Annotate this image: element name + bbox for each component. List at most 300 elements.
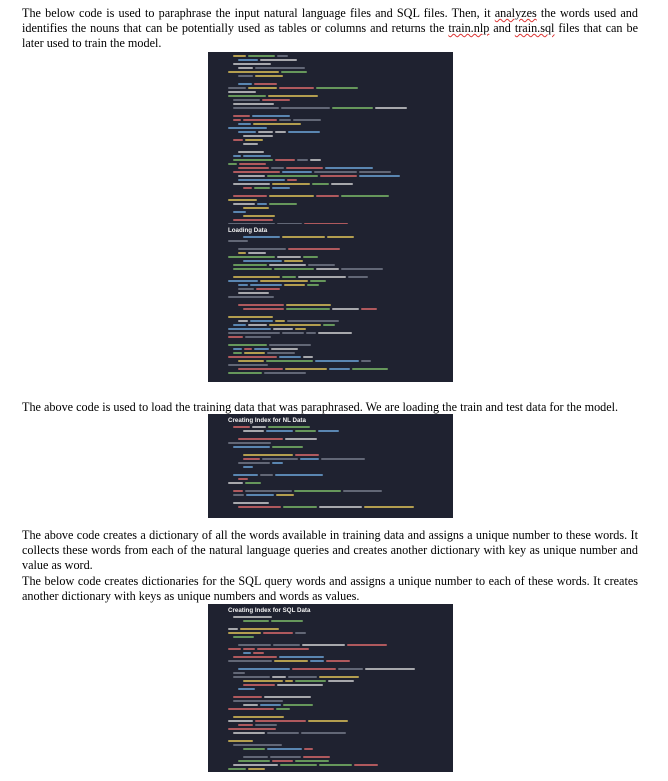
code-line [228, 320, 445, 322]
code-line [228, 716, 445, 718]
code-line [228, 458, 445, 460]
code-token [327, 236, 354, 238]
code-token [308, 720, 348, 722]
code-line [228, 155, 445, 157]
code-token [228, 356, 277, 358]
code-token [228, 280, 258, 282]
code-line [228, 288, 445, 290]
code-screenshot-sql-index [208, 604, 453, 772]
code-line [228, 83, 445, 85]
code-token [315, 360, 359, 362]
code-token [260, 59, 297, 61]
code-token [310, 280, 326, 282]
code-token [269, 203, 297, 205]
code-token [233, 139, 243, 141]
code-token [319, 676, 359, 678]
code-token [282, 276, 296, 278]
code-token [272, 760, 293, 762]
code-token [257, 648, 309, 650]
code-token [228, 768, 246, 770]
code-line [228, 280, 445, 282]
code-line [228, 99, 445, 101]
code-line [228, 215, 445, 217]
code-token [238, 248, 286, 250]
code-line [228, 276, 445, 278]
code-token [233, 446, 270, 448]
code-token [238, 151, 264, 153]
code-token [238, 506, 281, 508]
code-line [228, 696, 445, 698]
code-token [254, 187, 270, 189]
code-line [228, 175, 445, 177]
code-token [264, 696, 311, 698]
code-token [306, 332, 316, 334]
code-token [316, 268, 339, 270]
code-token [281, 71, 307, 73]
p1-train-nlp: train.nlp [448, 21, 490, 36]
code-line [228, 248, 445, 250]
code-token [310, 660, 324, 662]
code-token [272, 187, 290, 189]
code-token [246, 494, 274, 496]
code-token [320, 175, 357, 177]
code-token [297, 159, 308, 161]
code-token [238, 83, 252, 85]
code-line [228, 684, 445, 686]
code-token [282, 171, 312, 173]
code-token [302, 644, 345, 646]
code-token [228, 71, 279, 73]
code-token [233, 276, 280, 278]
code-token [267, 352, 295, 354]
code-token [228, 87, 246, 89]
code-token [233, 348, 242, 350]
code-line [228, 336, 445, 338]
code-token [310, 159, 321, 161]
code-token [300, 458, 319, 460]
code-token [280, 764, 317, 766]
code-token [233, 55, 246, 57]
code-line [228, 207, 445, 209]
code-line [228, 71, 445, 73]
code-token [238, 175, 265, 177]
code-line [228, 95, 445, 97]
code-line [228, 195, 445, 197]
code-token [301, 732, 346, 734]
code-line [228, 506, 445, 508]
code-token [275, 474, 323, 476]
code-token [233, 171, 280, 173]
code-token [275, 320, 285, 322]
code-line [228, 676, 445, 678]
code-token [326, 660, 350, 662]
code-token [295, 760, 329, 762]
code-token [243, 458, 260, 460]
code-token [285, 438, 317, 440]
code-line [228, 344, 445, 346]
code-token [228, 372, 262, 374]
p1-analyzes: analyzes [494, 6, 537, 20]
code-line [228, 127, 445, 129]
code-line [228, 139, 445, 141]
code-token [238, 292, 269, 294]
code-token [233, 155, 241, 157]
p1-and: and [489, 21, 515, 36]
code-token [233, 494, 244, 496]
code-token [262, 458, 298, 460]
code-token [228, 296, 274, 298]
code-token [238, 724, 253, 726]
code-token [233, 219, 273, 221]
code-token [228, 632, 261, 634]
code-token [348, 276, 368, 278]
code-line [228, 700, 445, 702]
code-line [228, 426, 445, 428]
p3-text: The above code creates a dictionary of all the words available in training data and assigns a unique number to these words. It collects these words from each of the natural language queries and creates another dictionary with key as unique number and value as word. [22, 528, 638, 573]
code-token [354, 764, 378, 766]
code-line [228, 183, 445, 185]
code-token [233, 99, 260, 101]
code-line [228, 260, 445, 262]
code-lines [208, 236, 453, 374]
code-line [228, 115, 445, 117]
code-token [243, 652, 251, 654]
code-token [269, 324, 321, 326]
code-token [228, 91, 256, 93]
code-token [248, 768, 265, 770]
code-token [292, 668, 336, 670]
code-token [245, 482, 261, 484]
code-token [260, 474, 273, 476]
code-token [243, 454, 293, 456]
code-token [307, 284, 319, 286]
code-line [228, 203, 445, 205]
code-token [341, 195, 389, 197]
code-line [228, 652, 445, 654]
code-token [243, 119, 277, 121]
code-token [269, 195, 314, 197]
paragraph-nl-dictionary [22, 528, 638, 574]
code-token [276, 494, 294, 496]
code-line [228, 748, 445, 750]
code-token [285, 680, 293, 682]
code-token [282, 236, 325, 238]
code-line [228, 240, 445, 242]
code-token [256, 288, 280, 290]
code-token [233, 264, 267, 266]
code-token [238, 59, 258, 61]
code-token [303, 356, 313, 358]
code-token [284, 284, 305, 286]
code-token [287, 179, 297, 181]
code-token [228, 328, 271, 330]
code-token [332, 308, 359, 310]
code-token [266, 430, 293, 432]
code-token [295, 430, 316, 432]
code-token [228, 628, 238, 630]
p1-middle: the words used and identifies the nouns that can be potentially used as tables or columns and returns the [22, 6, 638, 36]
code-token [272, 676, 286, 678]
code-token [233, 672, 245, 674]
code-token [243, 704, 258, 706]
code-token [252, 115, 290, 117]
code-token [243, 680, 283, 682]
code-token [233, 656, 277, 658]
code-screenshot-loading-data [208, 224, 453, 382]
code-token [240, 628, 279, 630]
code-token [352, 368, 388, 370]
code-token [233, 183, 270, 185]
code-token [228, 336, 243, 338]
code-token [239, 163, 266, 165]
code-token [338, 668, 363, 670]
code-token [238, 167, 269, 169]
code-token [245, 490, 292, 492]
code-token [228, 332, 280, 334]
code-line [228, 103, 445, 105]
code-token [273, 328, 293, 330]
code-token [252, 426, 266, 428]
code-screenshot-nl-index [208, 414, 453, 518]
code-token [233, 268, 272, 270]
code-line [228, 356, 445, 358]
code-token [274, 268, 314, 270]
code-line [228, 744, 445, 746]
code-token [233, 744, 282, 746]
code-token [228, 728, 276, 730]
code-line [228, 236, 445, 238]
code-token [316, 87, 358, 89]
code-line [228, 268, 445, 270]
code-line [228, 67, 445, 69]
code-line [228, 211, 445, 213]
code-token [233, 107, 279, 109]
code-token [250, 320, 273, 322]
code-line [228, 284, 445, 286]
code-token [319, 506, 362, 508]
code-token [267, 175, 318, 177]
code-token [303, 756, 330, 758]
code-token [238, 668, 290, 670]
code-token [255, 720, 306, 722]
code-token [244, 352, 265, 354]
code-line [228, 756, 445, 758]
code-token [233, 195, 267, 197]
code-token [248, 55, 275, 57]
code-token [275, 159, 295, 161]
code-token [238, 478, 248, 480]
code-token [298, 276, 346, 278]
code-token [331, 183, 353, 185]
code-token [293, 119, 321, 121]
code-token [228, 256, 275, 258]
code-token [243, 236, 280, 238]
code-token [243, 260, 282, 262]
code-token [228, 163, 237, 165]
code-token [294, 490, 341, 492]
code-token [284, 260, 303, 262]
code-token [267, 732, 299, 734]
code-line [228, 732, 445, 734]
code-token [248, 87, 277, 89]
code-token [288, 131, 320, 133]
code-line [228, 660, 445, 662]
code-token [275, 131, 286, 133]
code-line [228, 328, 445, 330]
code-line [228, 502, 445, 504]
code-line [228, 171, 445, 173]
code-token [233, 732, 265, 734]
code-token [308, 264, 335, 266]
code-token [243, 155, 271, 157]
code-line [228, 438, 445, 440]
code-line [228, 107, 445, 109]
code-line [228, 252, 445, 254]
code-token [233, 103, 274, 105]
code-token [238, 438, 283, 440]
section-title-nl-index: Creating Index for NL Data [228, 417, 306, 424]
code-line [228, 688, 445, 690]
code-token [233, 490, 243, 492]
code-line [228, 724, 445, 726]
code-line [228, 494, 445, 496]
code-token [288, 248, 340, 250]
code-token [228, 660, 272, 662]
code-token [233, 676, 270, 678]
code-line [228, 59, 445, 61]
code-token [260, 704, 281, 706]
code-token [332, 107, 373, 109]
code-token [233, 764, 278, 766]
code-token [285, 368, 327, 370]
code-line [228, 474, 445, 476]
code-token [238, 252, 246, 254]
code-token [283, 704, 313, 706]
code-token [233, 63, 271, 65]
code-token [272, 183, 310, 185]
code-token [233, 474, 258, 476]
code-line [228, 616, 445, 618]
p1-after: files that can be later used to train the model. [22, 21, 638, 51]
code-token [329, 368, 350, 370]
code-token [279, 356, 301, 358]
code-token [238, 123, 251, 125]
code-token [254, 348, 269, 350]
code-token [276, 708, 290, 710]
code-token [233, 115, 250, 117]
p1-before: The below code is used to paraphrase the input natural language files and SQL files. Then, it [22, 6, 495, 20]
code-token [233, 700, 283, 702]
code-token [343, 490, 382, 492]
code-token [258, 131, 273, 133]
code-token [243, 620, 269, 622]
code-token [233, 352, 242, 354]
code-token [257, 203, 267, 205]
code-line [228, 442, 445, 444]
code-token [271, 167, 284, 169]
code-line [228, 75, 445, 77]
code-token [238, 304, 284, 306]
code-token [233, 696, 262, 698]
code-token [255, 67, 305, 69]
code-token [286, 304, 331, 306]
code-line [228, 135, 445, 137]
code-line [228, 324, 445, 326]
section-title-sql-index: Creating Index for SQL Data [228, 607, 311, 614]
code-token [279, 87, 314, 89]
code-line [228, 656, 445, 658]
code-token [228, 364, 268, 366]
code-token [243, 215, 275, 217]
code-token [243, 648, 255, 650]
code-token [277, 256, 301, 258]
code-token [325, 167, 373, 169]
code-token [255, 75, 283, 77]
code-token [233, 324, 246, 326]
code-line [228, 632, 445, 634]
code-token [295, 680, 326, 682]
code-line [228, 462, 445, 464]
code-token [238, 688, 255, 690]
code-token [268, 426, 310, 428]
code-line [228, 620, 445, 622]
code-token [243, 143, 258, 145]
code-token [279, 656, 324, 658]
code-token [228, 740, 253, 742]
code-token [233, 426, 250, 428]
code-token [243, 308, 284, 310]
code-line [228, 119, 445, 121]
code-token [228, 648, 241, 650]
code-token [274, 660, 308, 662]
code-token [243, 430, 264, 432]
code-token [361, 360, 371, 362]
code-token [238, 644, 271, 646]
code-token [228, 708, 274, 710]
code-line [228, 430, 445, 432]
code-line [228, 720, 445, 722]
code-line [228, 446, 445, 448]
code-line [228, 179, 445, 181]
code-line [228, 708, 445, 710]
code-token [364, 506, 414, 508]
code-token [277, 55, 288, 57]
code-token [375, 107, 407, 109]
code-token [243, 748, 265, 750]
code-token [238, 284, 248, 286]
code-token [321, 458, 365, 460]
code-line [228, 360, 445, 362]
code-line [228, 264, 445, 266]
code-token [245, 139, 263, 141]
code-token [228, 240, 248, 242]
code-line [228, 91, 445, 93]
code-token [286, 167, 323, 169]
code-line [228, 167, 445, 169]
code-token [260, 280, 308, 282]
code-token [233, 211, 246, 213]
code-line [228, 123, 445, 125]
code-token [228, 127, 267, 129]
code-token [281, 107, 330, 109]
code-line [228, 352, 445, 354]
code-token [254, 83, 277, 85]
code-token [266, 360, 313, 362]
code-token [295, 328, 306, 330]
code-line [228, 131, 445, 133]
code-token [228, 316, 273, 318]
code-token [288, 676, 317, 678]
